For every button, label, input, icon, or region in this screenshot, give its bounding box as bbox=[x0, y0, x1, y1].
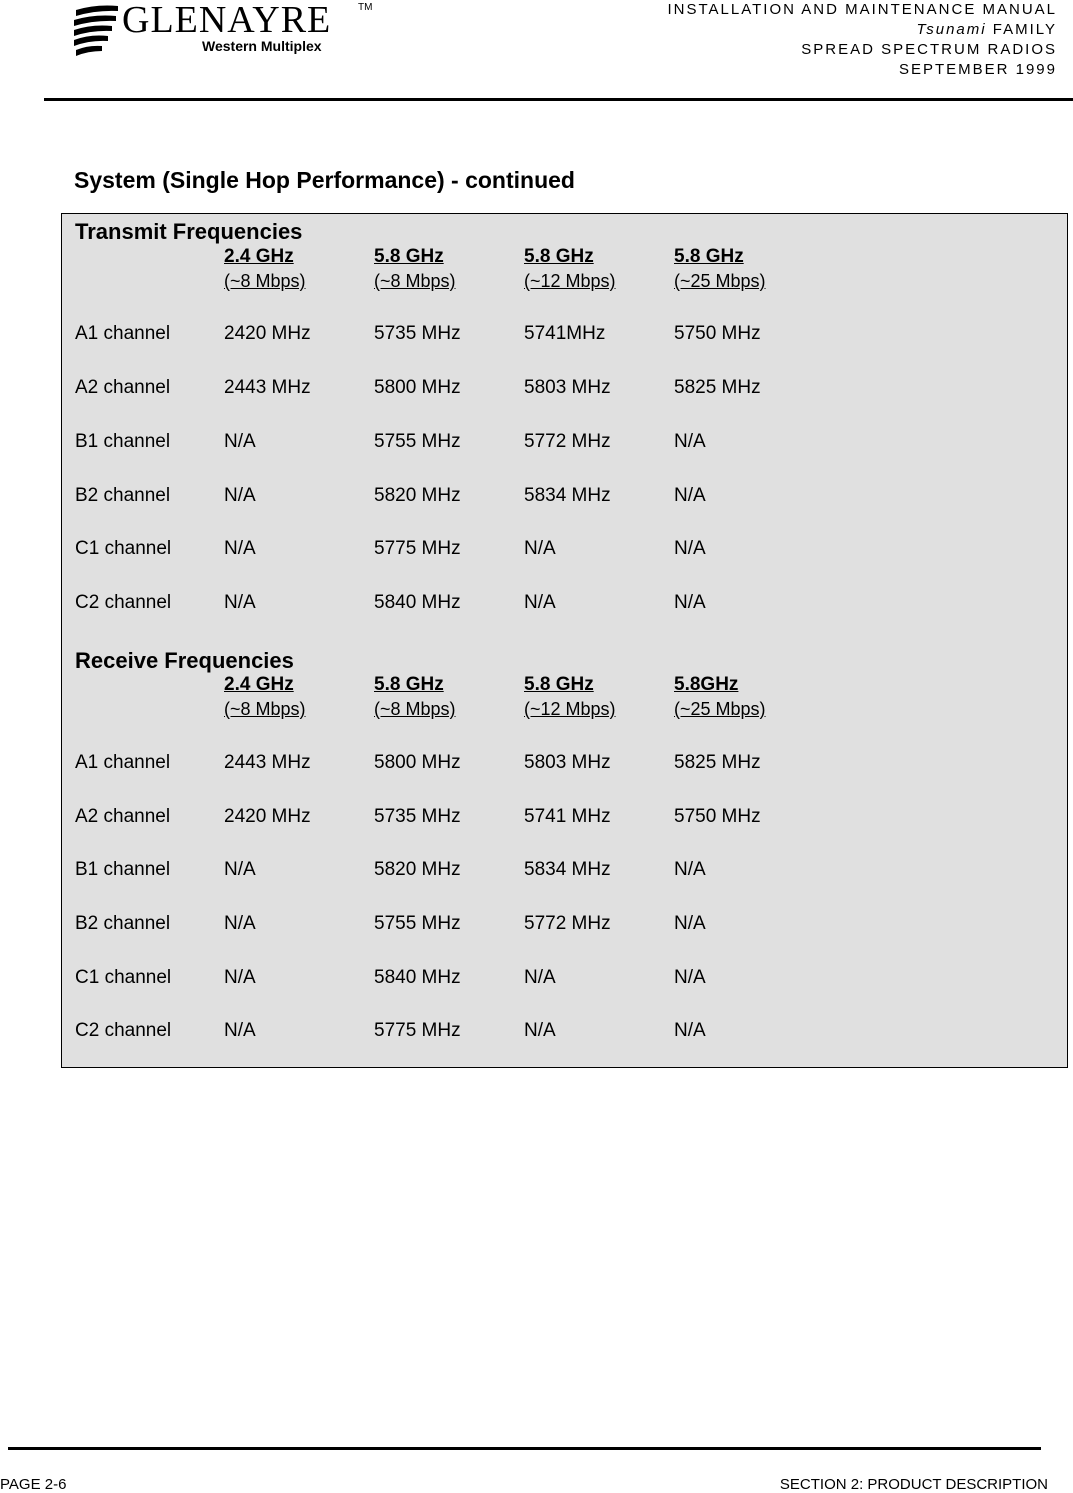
page-number: PAGE 2-6 bbox=[0, 1476, 67, 1493]
frequency-value: 5803 MHz bbox=[524, 752, 611, 773]
channel-label: C2 channel bbox=[75, 1020, 172, 1041]
logo-swoosh-icon bbox=[72, 2, 120, 58]
frequency-value: 5800 MHz bbox=[374, 752, 461, 773]
frequency-value: 5825 MHz bbox=[674, 377, 761, 398]
receive-column-band: 5.8 GHz bbox=[524, 674, 594, 695]
frequency-value: 5840 MHz bbox=[374, 967, 461, 988]
frequency-value: N/A bbox=[524, 538, 556, 559]
frequency-value: 5772 MHz bbox=[524, 431, 611, 452]
frequency-value: 5834 MHz bbox=[524, 485, 611, 506]
frequency-value: N/A bbox=[674, 913, 706, 934]
frequency-value: N/A bbox=[524, 967, 556, 988]
frequency-value: N/A bbox=[674, 1020, 706, 1041]
trademark-mark: TM bbox=[358, 2, 373, 13]
frequency-value: 2443 MHz bbox=[224, 752, 311, 773]
frequency-value: 5741 MHz bbox=[524, 806, 611, 827]
product-family bbox=[668, 20, 1058, 40]
frequency-value: N/A bbox=[674, 592, 706, 613]
frequency-value: 5735 MHz bbox=[374, 806, 461, 827]
frequency-value: 5755 MHz bbox=[374, 431, 461, 452]
frequency-value: N/A bbox=[224, 538, 256, 559]
footer-divider bbox=[8, 1447, 1041, 1450]
frequency-value: 5750 MHz bbox=[674, 806, 761, 827]
frequency-value: 5775 MHz bbox=[374, 1020, 461, 1041]
channel-label: B2 channel bbox=[75, 913, 171, 934]
frequency-value: N/A bbox=[524, 1020, 556, 1041]
frequency-spec-box bbox=[61, 213, 1068, 1068]
product-line: SPREAD SPECTRUM RADIOS bbox=[801, 41, 1057, 58]
frequency-value: 2420 MHz bbox=[224, 323, 311, 344]
frequency-value: 5840 MHz bbox=[374, 592, 461, 613]
transmit-column-rate: (~8 Mbps) bbox=[374, 271, 456, 291]
frequency-value: N/A bbox=[674, 431, 706, 452]
channel-label: B2 channel bbox=[75, 485, 171, 506]
frequency-value: 5735 MHz bbox=[374, 323, 461, 344]
transmit-column-rate: (~8 Mbps) bbox=[224, 271, 306, 291]
transmit-column-band: 2.4 GHz bbox=[224, 246, 294, 267]
receive-column-band: 5.8 GHz bbox=[374, 674, 444, 695]
frequency-value: N/A bbox=[674, 538, 706, 559]
channel-label: B1 channel bbox=[75, 431, 171, 452]
receive-column-rate: (~12 Mbps) bbox=[524, 699, 616, 719]
frequency-value: 5741MHz bbox=[524, 323, 606, 344]
channel-label: A1 channel bbox=[75, 323, 171, 344]
frequency-value: 5750 MHz bbox=[674, 323, 761, 344]
receive-column-rate: (~8 Mbps) bbox=[224, 699, 306, 719]
receive-column-rate: (~8 Mbps) bbox=[374, 699, 456, 719]
transmit-column-rate: (~12 Mbps) bbox=[524, 271, 616, 291]
frequency-value: 5825 MHz bbox=[674, 752, 761, 773]
channel-label: B1 channel bbox=[75, 859, 171, 880]
frequency-value: N/A bbox=[674, 485, 706, 506]
manual-title: INSTALLATION AND MAINTENANCE MANUAL bbox=[667, 1, 1057, 18]
frequency-value: N/A bbox=[224, 485, 256, 506]
section-title: System (Single Hop Performance) - continued bbox=[74, 167, 575, 193]
channel-label: A2 channel bbox=[75, 377, 171, 398]
receive-column-band: 2.4 GHz bbox=[224, 674, 294, 695]
frequency-value: 2443 MHz bbox=[224, 377, 311, 398]
receive-column-rate: (~25 Mbps) bbox=[674, 699, 766, 719]
logo-wordmark: GLENAYRE bbox=[122, 0, 332, 41]
receive-column-band: 5.8GHz bbox=[674, 674, 739, 695]
transmit-column-rate: (~25 Mbps) bbox=[674, 271, 766, 291]
logo-subtitle: Western Multiplex bbox=[202, 38, 322, 54]
frequency-value: 5803 MHz bbox=[524, 377, 611, 398]
channel-label: A2 channel bbox=[75, 806, 171, 827]
frequency-value: N/A bbox=[674, 967, 706, 988]
frequency-value: 5772 MHz bbox=[524, 913, 611, 934]
frequency-value: N/A bbox=[224, 1020, 256, 1041]
frequency-value: 5755 MHz bbox=[374, 913, 461, 934]
transmit-frequencies-title: Transmit Frequencies bbox=[75, 219, 303, 244]
document-header bbox=[668, 0, 1058, 80]
transmit-column-band: 5.8 GHz bbox=[674, 246, 744, 267]
channel-label: C1 channel bbox=[75, 967, 172, 988]
receive-frequencies-title: Receive Frequencies bbox=[75, 648, 294, 673]
frequency-value: N/A bbox=[224, 592, 256, 613]
company-logo bbox=[72, 0, 372, 60]
frequency-value: N/A bbox=[674, 859, 706, 880]
frequency-value: N/A bbox=[224, 967, 256, 988]
frequency-value: 5800 MHz bbox=[374, 377, 461, 398]
frequency-value: 5834 MHz bbox=[524, 859, 611, 880]
frequency-value: N/A bbox=[224, 913, 256, 934]
frequency-value: 5775 MHz bbox=[374, 538, 461, 559]
frequency-value: N/A bbox=[224, 859, 256, 880]
family-suffix: FAMILY bbox=[986, 21, 1057, 38]
channel-label: C1 channel bbox=[75, 538, 172, 559]
channel-label: A1 channel bbox=[75, 752, 171, 773]
transmit-column-band: 5.8 GHz bbox=[524, 246, 594, 267]
channel-label: C2 channel bbox=[75, 592, 172, 613]
frequency-value: 5820 MHz bbox=[374, 859, 461, 880]
family-name: Tsunami bbox=[916, 21, 987, 38]
transmit-column-band: 5.8 GHz bbox=[374, 246, 444, 267]
frequency-value: N/A bbox=[224, 431, 256, 452]
frequency-value: N/A bbox=[524, 592, 556, 613]
frequency-value: 2420 MHz bbox=[224, 806, 311, 827]
section-label: SECTION 2: PRODUCT DESCRIPTION bbox=[779, 1476, 1048, 1493]
frequency-value: 5820 MHz bbox=[374, 485, 461, 506]
document-date: SEPTEMBER 1999 bbox=[898, 61, 1057, 78]
header-divider bbox=[44, 98, 1073, 101]
